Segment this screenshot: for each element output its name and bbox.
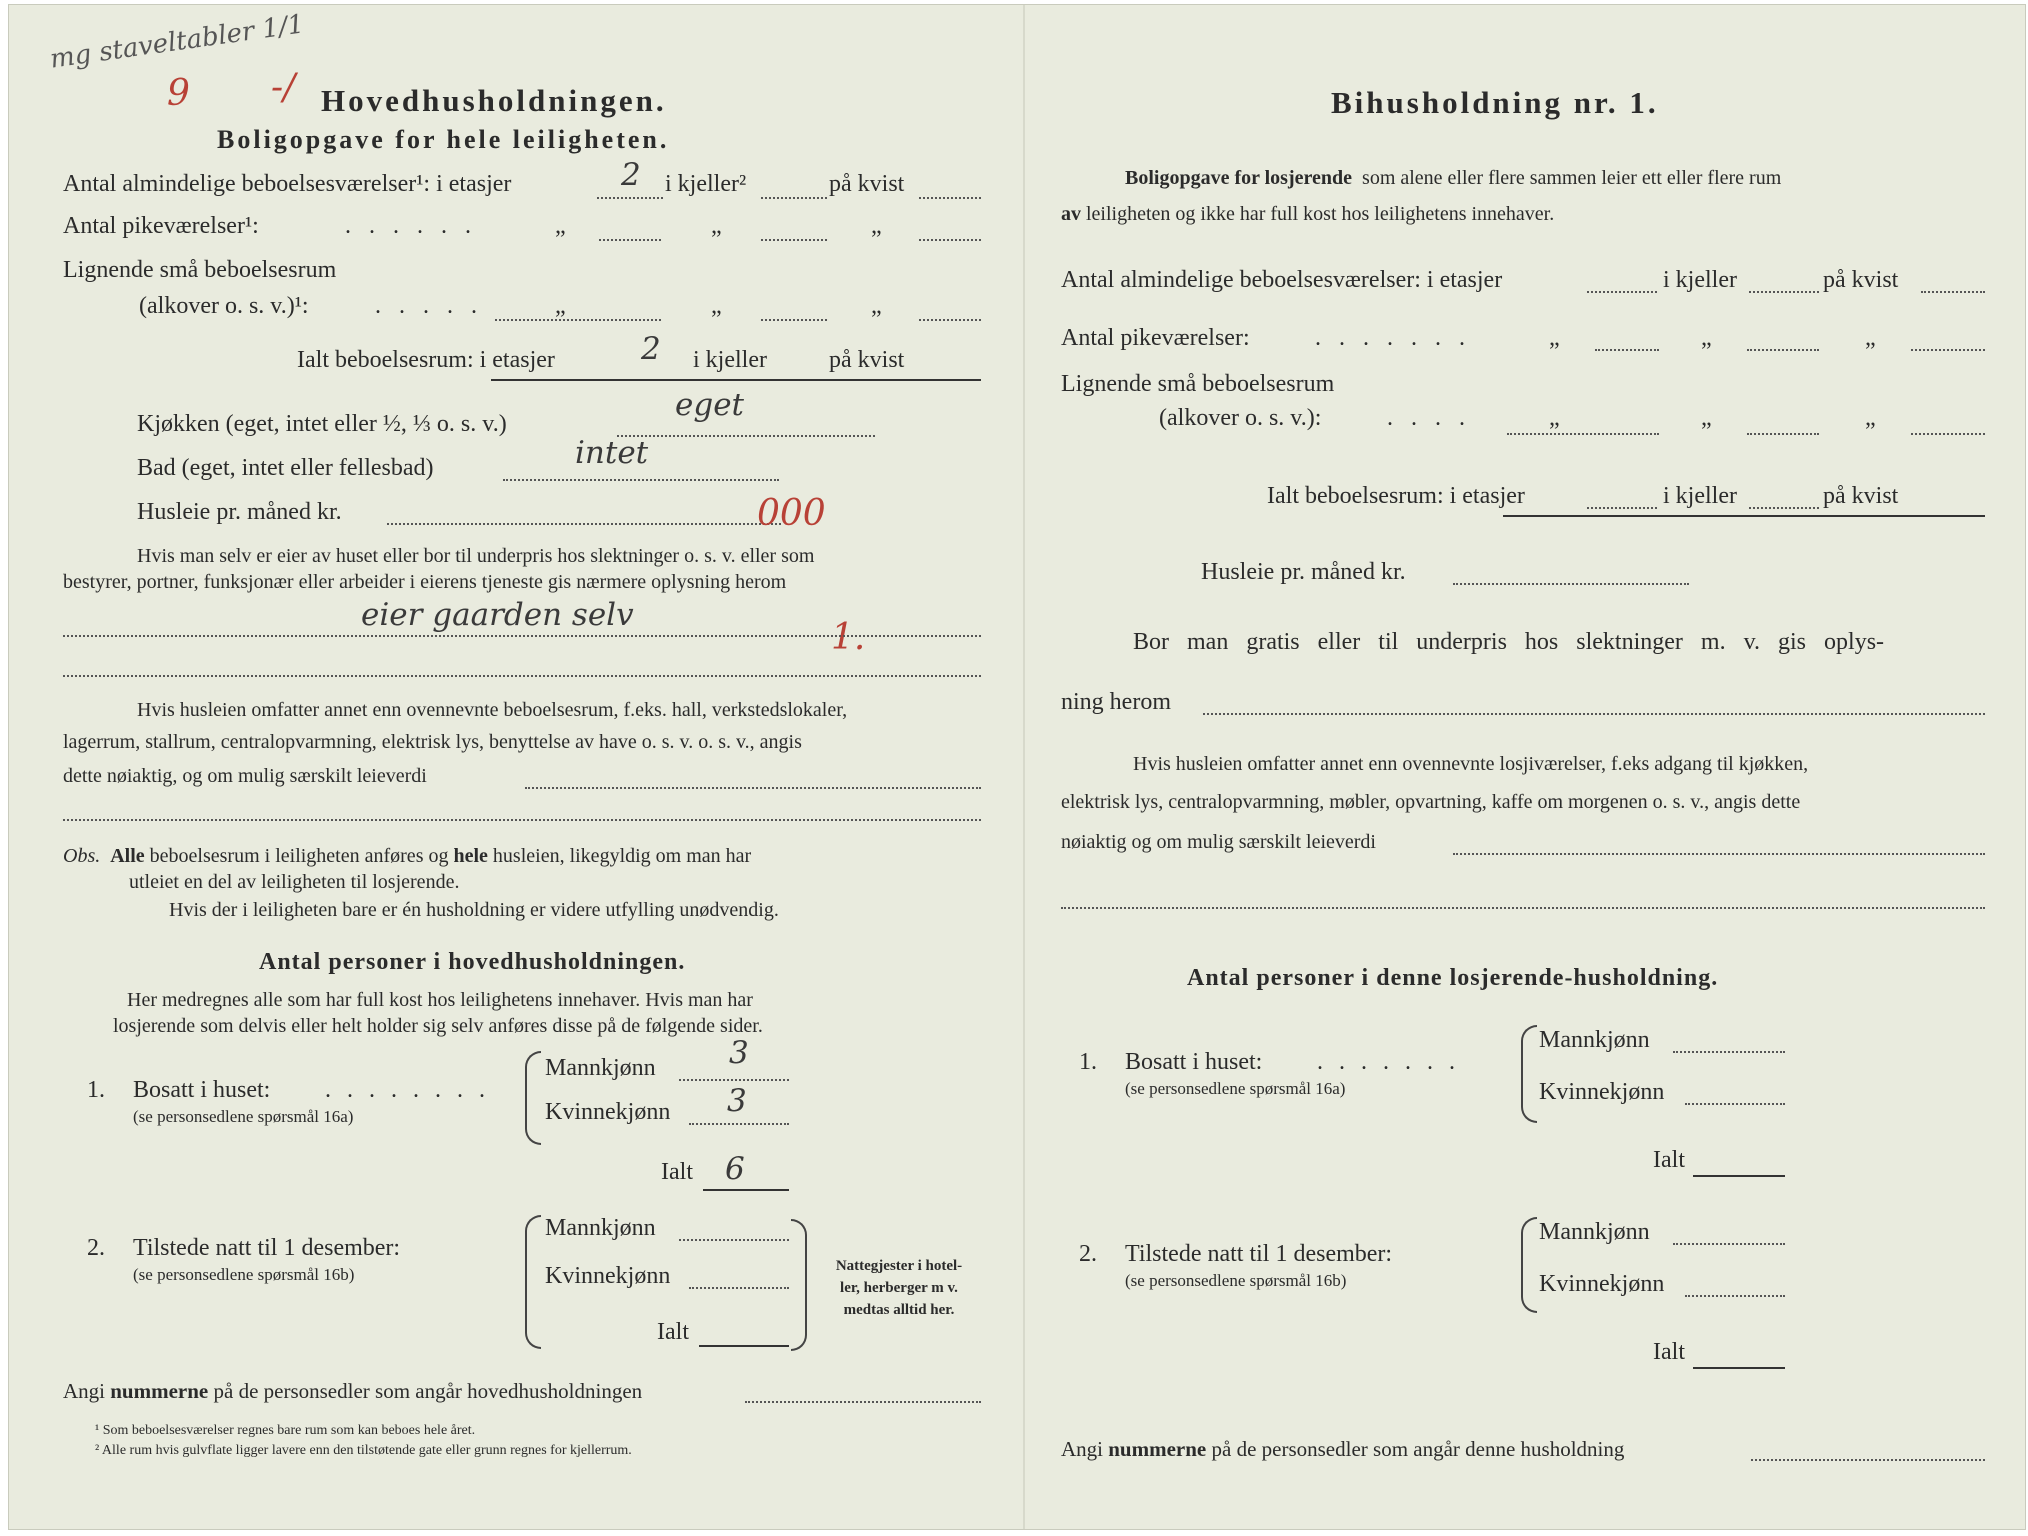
left-eier-line-1 xyxy=(63,635,981,637)
left-row2-line-3 xyxy=(919,239,981,241)
left-q1-mann-line xyxy=(679,1079,789,1081)
left-obs-line2: utleiet en del av leiligheten til losjerende. xyxy=(129,871,460,893)
left-bad-line xyxy=(503,479,779,481)
right-row1-kjeller: i kjeller xyxy=(1663,267,1737,293)
left-row2-ditto-1: „ xyxy=(555,213,566,239)
pencil-note: mg staveltabler 1/1 xyxy=(48,9,306,75)
right-intro-line2 xyxy=(1061,203,1554,226)
left-q2-mann: Mannkjønn xyxy=(545,1215,656,1241)
left-q1-mann-value: 3 xyxy=(729,1035,749,1071)
right-row2-line-2 xyxy=(1747,349,1819,351)
right-angi-bold: nummerne xyxy=(1108,1437,1207,1461)
right-q1-ialt: Ialt xyxy=(1653,1147,1685,1173)
right-q1-note: (se personsedlene spørsmål 16a) xyxy=(1125,1079,1346,1098)
right-row3-ditto-2: „ xyxy=(1701,405,1712,431)
left-footnote-1: ¹ Som beboelsesværelser regnes bare rum som kan beboes hele året. xyxy=(95,1423,476,1438)
left-row3-line2: (alkover o. s. v.)¹: xyxy=(139,293,309,319)
left-row1-kjeller: i kjeller² xyxy=(665,171,747,197)
right-ialt-kjeller: i kjeller xyxy=(1663,483,1737,509)
left-row1-kvist-line xyxy=(919,197,981,199)
left-q2-ialt-line xyxy=(699,1345,789,1347)
left-ialt-underline xyxy=(491,379,981,381)
left-row1-label: Antal almindelige beboelsesværelser¹: i etasjer xyxy=(63,171,512,197)
right-row3-ditto-1: „ xyxy=(1549,405,1560,431)
left-row2-ditto-2: „ xyxy=(711,213,722,239)
side-note-1: Nattegjester i hotel- xyxy=(835,1258,963,1274)
right-omfatter-2: elektrisk lys, centralopvarmning, møbler, opvartning, kaffe om morgenen o. s. v., angis dette xyxy=(1061,791,1801,813)
side-note-3: medtas alltid her. xyxy=(843,1302,955,1318)
right-q2-num: 2. xyxy=(1079,1241,1097,1267)
left-q1-label: Bosatt i huset: xyxy=(133,1077,271,1103)
left-omfatter-line-1 xyxy=(525,787,981,789)
left-omfatter-2: lagerrum, stallrum, centralopvarmning, elektrisk lys, benyttelse av have o. s. v. o. s. v., angis xyxy=(63,731,802,753)
right-row3-line-2 xyxy=(1747,433,1819,435)
left-kjokken-value: eget xyxy=(675,387,744,423)
left-ialt-kvist: på kvist xyxy=(829,347,905,373)
right-row2-ditto-1: „ xyxy=(1549,325,1560,351)
right-intro-line2-text: leiligheten og ikke har full kost hos leilighetens innehaver. xyxy=(1086,203,1555,225)
right-q2-note: (se personsedlene spørsmål 16b) xyxy=(1125,1271,1347,1290)
left-q2-num: 2. xyxy=(87,1235,105,1261)
right-row3-dots: . . . . xyxy=(1387,405,1471,431)
right-ialt-kvist: på kvist xyxy=(1823,483,1899,509)
left-husleie-label: Husleie pr. måned kr. xyxy=(137,499,342,525)
right-ialt-etasjer-line xyxy=(1587,507,1657,509)
left-q1-ialt: Ialt xyxy=(661,1159,693,1185)
left-row2-ditto-3: „ xyxy=(871,213,882,239)
right-q2-ialt: Ialt xyxy=(1653,1339,1685,1365)
right-omfatter-1: Hvis husleien omfatter annet enn ovennevnte losjiværelser, f.eks adgang til kjøkken, xyxy=(1133,753,1809,775)
left-q2-label: Tilstede natt til 1 desember: xyxy=(133,1235,401,1261)
right-row3-ditto-3: „ xyxy=(1865,405,1876,431)
left-q1-mann: Mannkjønn xyxy=(545,1055,656,1081)
right-personer-title: Antal personer i denne losjerende-husholdning. xyxy=(1187,965,1719,991)
right-row3-line-1 xyxy=(1507,433,1659,435)
left-q1-ialt-value: 6 xyxy=(725,1151,745,1187)
right-q2-label: Tilstede natt til 1 desember: xyxy=(1125,1241,1393,1267)
left-row1-etasjer-value: 2 xyxy=(621,157,641,193)
left-angi-line xyxy=(745,1401,981,1403)
right-row1-kvist: på kvist xyxy=(1823,267,1899,293)
left-q2-mann-line xyxy=(679,1239,789,1241)
right-gratis-1: Bor man gratis eller til underpris hos slektninger m. v. gis oplys- xyxy=(1133,629,1885,655)
left-husleie-line xyxy=(387,523,781,525)
right-row1-kvist-line xyxy=(1921,291,1985,293)
left-omfatter-1: Hvis husleien omfatter annet enn ovennevnte beboelsesrum, f.eks. hall, verkstedslokaler, xyxy=(137,699,848,721)
left-q1-ialt-line xyxy=(703,1189,789,1191)
left-row2-label: Antal pikeværelser¹: xyxy=(63,213,259,239)
right-q2-kvinne: Kvinnekjønn xyxy=(1539,1271,1665,1297)
left-q2-side-note xyxy=(809,1255,989,1321)
obs-part1: beboelsesrum i leiligheten anføres og xyxy=(149,845,449,867)
right-q1-kvinne: Kvinnekjønn xyxy=(1539,1079,1665,1105)
right-omfatter-line-2 xyxy=(1061,907,1985,909)
left-title: Hovedhusholdningen. xyxy=(321,83,667,118)
left-eier-mark: 1. xyxy=(831,617,866,658)
left-row3-line-2 xyxy=(761,319,827,321)
left-q2-brace-left xyxy=(525,1215,541,1349)
left-row3-line-1 xyxy=(495,319,661,321)
side-note-2: ler, herberger m v. xyxy=(840,1280,958,1296)
right-q1-mann: Mannkjønn xyxy=(1539,1027,1650,1053)
left-bad-label: Bad (eget, intet eller fellesbad) xyxy=(137,455,434,481)
right-intro-line1 xyxy=(1125,167,1781,190)
left-row3-ditto-1: „ xyxy=(555,293,566,319)
right-q1-mann-line xyxy=(1673,1051,1785,1053)
right-row2-dots: . . . . . . . xyxy=(1315,325,1471,351)
left-row1-kjeller-line xyxy=(761,197,827,199)
right-intro-av: av xyxy=(1061,203,1081,225)
left-obs-line1 xyxy=(63,845,751,868)
left-q2-ialt: Ialt xyxy=(657,1319,689,1345)
left-ialt-kjeller: i kjeller xyxy=(693,347,767,373)
right-intro-rest: som alene eller flere sammen leier ett eller flere rum xyxy=(1362,167,1782,189)
left-q1-kvinne: Kvinnekjønn xyxy=(545,1099,671,1125)
right-q1-dots: . . . . . . . xyxy=(1317,1049,1460,1075)
left-omfatter-line-2 xyxy=(63,819,981,821)
left-row1-etasjer-line xyxy=(597,197,663,199)
left-eier-text-2: bestyrer, portner, funksjonær eller arbeider i eierens tjeneste gis nærmere oplysning herom xyxy=(63,571,787,593)
left-eier-line-2 xyxy=(63,675,981,677)
red-dash: -/ xyxy=(271,67,296,108)
left-q1-brace xyxy=(525,1051,541,1145)
census-form-sheet xyxy=(8,4,2026,1530)
right-q1-num: 1. xyxy=(1079,1049,1097,1075)
left-bad-value: intet xyxy=(575,435,649,471)
right-q2-brace xyxy=(1521,1217,1537,1313)
right-omfatter-3: nøiaktig og om mulig særskilt leieverdi xyxy=(1061,831,1376,853)
right-row1-kjeller-line xyxy=(1749,291,1819,293)
right-ialt-underline xyxy=(1503,515,1985,517)
left-ialt-etasjer-value: 2 xyxy=(641,331,661,367)
right-q1-ialt-line xyxy=(1693,1175,1785,1177)
right-row2-line-1 xyxy=(1595,349,1659,351)
left-kjokken-label: Kjøkken (eget, intet eller ½, ⅓ o. s. v.) xyxy=(137,411,507,437)
left-q2-brace-right xyxy=(791,1219,807,1351)
left-q2-note: (se personsedlene spørsmål 16b) xyxy=(133,1265,355,1284)
left-personer-title: Antal personer i hovedhusholdningen. xyxy=(259,949,686,975)
right-intro-bold: Boligopgave for losjerende xyxy=(1125,167,1353,189)
right-q1-kvinne-line xyxy=(1685,1103,1785,1105)
right-angi-pre: Angi xyxy=(1061,1437,1103,1461)
left-personer-desc-1: Her medregnes alle som har full kost hos leilighetens innehaver. Hvis man har xyxy=(127,989,753,1011)
left-subtitle: Boligopgave for hele leiligheten. xyxy=(217,125,670,154)
right-row2-ditto-3: „ xyxy=(1865,325,1876,351)
right-row3-line1: Lignende små beboelsesrum xyxy=(1061,371,1335,397)
obs-part2: husleien, likegyldig om man har xyxy=(492,845,752,867)
left-q1-dots: . . . . . . . . xyxy=(325,1077,490,1103)
left-q2-kvinne: Kvinnekjønn xyxy=(545,1263,671,1289)
left-obs-line3: Hvis der i leiligheten bare er én husholdning er videre utfylling unødvendig. xyxy=(169,899,779,921)
left-eier-value: eier gaarden selv xyxy=(361,597,634,633)
left-angi xyxy=(63,1379,642,1404)
right-ialt-kjeller-line xyxy=(1749,507,1819,509)
right-angi-line xyxy=(1751,1459,1985,1461)
obs-hele: hele xyxy=(453,845,488,867)
right-husleie-label: Husleie pr. måned kr. xyxy=(1201,559,1406,585)
right-q2-kvinne-line xyxy=(1685,1295,1785,1297)
left-angi-bold: nummerne xyxy=(110,1379,209,1403)
right-row3-line2: (alkover o. s. v.): xyxy=(1159,405,1322,431)
left-row3-line1: Lignende små beboelsesrum xyxy=(63,257,337,283)
left-angi-pre: Angi xyxy=(63,1379,105,1403)
right-angi xyxy=(1061,1437,1624,1462)
obs-alle: Alle xyxy=(110,845,145,867)
center-fold xyxy=(1023,5,1025,1529)
right-q1-label: Bosatt i huset: xyxy=(1125,1049,1263,1075)
right-row2-ditto-2: „ xyxy=(1701,325,1712,351)
left-footnote-2: ² Alle rum hvis gulvflate ligger lavere enn den tilstøtende gate eller grunn regnes for kjellerrum. xyxy=(95,1443,632,1458)
left-angi-post: på de personsedler som angår hovedhusholdningen xyxy=(213,1379,643,1403)
right-q1-brace xyxy=(1521,1025,1537,1123)
right-omfatter-line-1 xyxy=(1453,853,1985,855)
left-q1-note: (se personsedlene spørsmål 16a) xyxy=(133,1107,354,1126)
right-husleie-line xyxy=(1453,583,1689,585)
left-row1-kvist: på kvist xyxy=(829,171,905,197)
right-row2-line-3 xyxy=(1911,349,1985,351)
red-number: 9 xyxy=(167,73,190,114)
left-row3-ditto-3: „ xyxy=(871,293,882,319)
left-kjokken-line xyxy=(617,435,875,437)
right-q2-mann-line xyxy=(1673,1243,1785,1245)
right-ialt-label: Ialt beboelsesrum: i etasjer xyxy=(1267,483,1525,509)
right-title: Bihusholdning nr. 1. xyxy=(1331,85,1659,120)
left-personer-desc-2: losjerende som delvis eller helt holder sig selv anføres disse på de følgende sider. xyxy=(113,1015,763,1037)
right-angi-post: på de personsedler som angår denne husholdning xyxy=(1211,1437,1625,1461)
right-q2-mann: Mannkjønn xyxy=(1539,1219,1650,1245)
left-row3-ditto-2: „ xyxy=(711,293,722,319)
left-husleie-value: 000 xyxy=(757,493,826,534)
left-omfatter-3: dette nøiaktig, og om mulig særskilt leieverdi xyxy=(63,765,427,787)
left-row2-dots: . . . . . . xyxy=(345,213,477,239)
right-row3-line-3 xyxy=(1911,433,1985,435)
left-q1-kvinne-line xyxy=(689,1123,789,1125)
left-row3-dots: . . . . . xyxy=(375,293,483,319)
left-q2-kvinne-line xyxy=(689,1287,789,1289)
right-q2-ialt-line xyxy=(1693,1367,1785,1369)
left-ialt-label: Ialt beboelsesrum: i etasjer xyxy=(297,347,555,373)
left-row3-line-3 xyxy=(919,319,981,321)
left-q1-kvinne-value: 3 xyxy=(727,1083,747,1119)
left-q1-num: 1. xyxy=(87,1077,105,1103)
right-gratis-2: ning herom xyxy=(1061,689,1171,715)
right-row2-label: Antal pikeværelser: xyxy=(1061,325,1250,351)
right-gratis-line xyxy=(1203,713,1985,715)
left-row2-line-1 xyxy=(599,239,661,241)
right-row1-etasjer-line xyxy=(1587,291,1657,293)
right-row1-label: Antal almindelige beboelsesværelser: i etasjer xyxy=(1061,267,1503,293)
left-row2-line-2 xyxy=(761,239,827,241)
left-eier-text-1: Hvis man selv er eier av huset eller bor til underpris hos slektninger o. s. v. eller som xyxy=(137,545,815,567)
obs-prefix: Obs. xyxy=(63,845,101,867)
